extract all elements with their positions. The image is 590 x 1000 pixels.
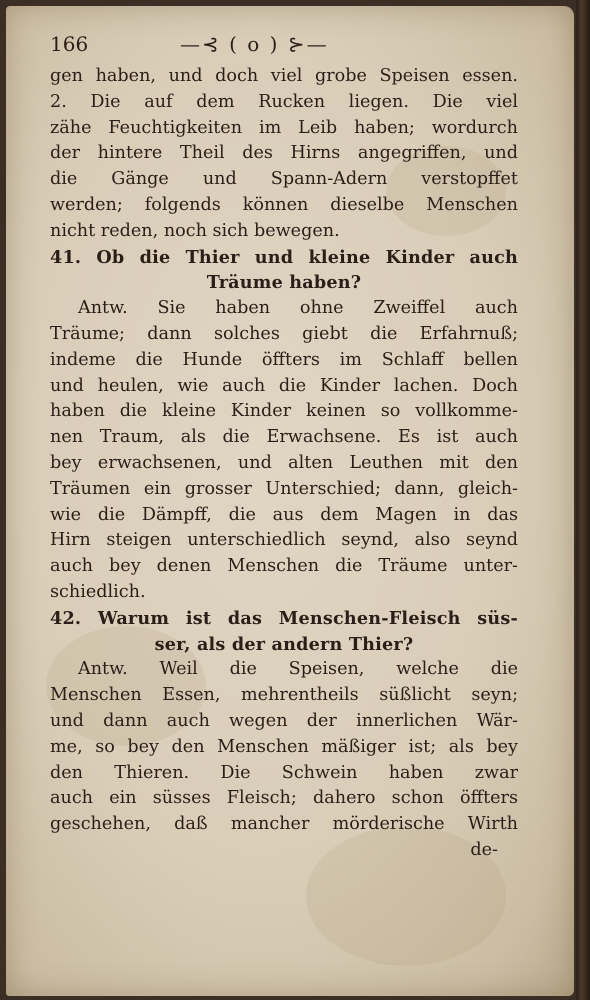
text-line: und dann auch wegen der innerlichen Wär- bbox=[50, 710, 518, 731]
text-line: der hintere Theil des Hirns angegriffen, und bbox=[50, 143, 518, 164]
catchword: de- bbox=[470, 839, 498, 860]
question-heading: Träume haben? bbox=[206, 272, 362, 294]
question-heading: ser, als der andern Thier? bbox=[154, 633, 414, 655]
text-line: schiedlich. bbox=[50, 581, 146, 602]
running-head-ornament: —⊰ ( o ) ⊱— bbox=[180, 32, 329, 56]
text-line: Träumen ein grosser Unterschied; dann, gleich- bbox=[50, 478, 518, 499]
text-line: und heulen, wie auch die Kinder lachen. Doch bbox=[50, 375, 518, 396]
text-line: die Gänge und Spann-Adern verstopffet bbox=[50, 169, 518, 190]
text-line: indeme die Hunde öffters im Schlaff bellen bbox=[50, 349, 518, 370]
text-line: 2. Die auf dem Rucken liegen. Die viel bbox=[50, 91, 518, 112]
text-line: werden; folgends können dieselbe Menschen bbox=[50, 194, 518, 215]
text-line: auch ein süsses Fleisch; dahero schon öffters bbox=[50, 788, 518, 809]
book-edge bbox=[576, 0, 590, 1000]
text-line: auch bey denen Menschen die Träume unter- bbox=[50, 556, 518, 577]
text-line: wie die Dämpff, die aus dem Magen in das bbox=[50, 504, 518, 525]
text-line: gen haben, und doch viel grobe Speisen essen. bbox=[50, 66, 518, 86]
page-text bbox=[50, 26, 518, 864]
text-line: nicht reden, noch sich bewegen. bbox=[50, 220, 340, 241]
text-line: haben die kleine Kinder keinen so vollkomme- bbox=[50, 401, 518, 422]
text-line: den Thieren. Die Schwein haben zwar bbox=[50, 762, 518, 783]
text-line: nen Traum, als die Erwachsene. Es ist auch bbox=[50, 427, 518, 448]
page-number: 166 bbox=[50, 32, 89, 56]
text-line: me, so bey den Menschen mäßiger ist; als bey bbox=[50, 736, 518, 757]
text-line: Träume; dann solches giebt die Erfahrnuß; bbox=[50, 323, 518, 344]
text-line: bey erwachsenen, und alten Leuthen mit den bbox=[50, 452, 518, 473]
text-line: Menschen Essen, mehrentheils süßlicht seyn; bbox=[50, 685, 518, 706]
answer-line: Antw. Sie haben ohne Zweiffel auch bbox=[78, 298, 518, 319]
text-line: Hirn steigen unterschiedlich seynd, also seynd bbox=[50, 530, 518, 551]
text-line: geschehen, daß mancher mörderische Wirth bbox=[50, 814, 518, 835]
page-header bbox=[50, 26, 518, 64]
question-heading: 42. Warum ist das Menschen-Fleisch süs- bbox=[50, 607, 518, 629]
question-heading: 41. Ob die Thier und kleine Kinder auch bbox=[50, 246, 518, 268]
text-line: zähe Feuchtigkeiten im Leib haben; wordurch bbox=[50, 117, 518, 138]
answer-line: Antw. Weil die Speisen, welche die bbox=[78, 659, 518, 680]
